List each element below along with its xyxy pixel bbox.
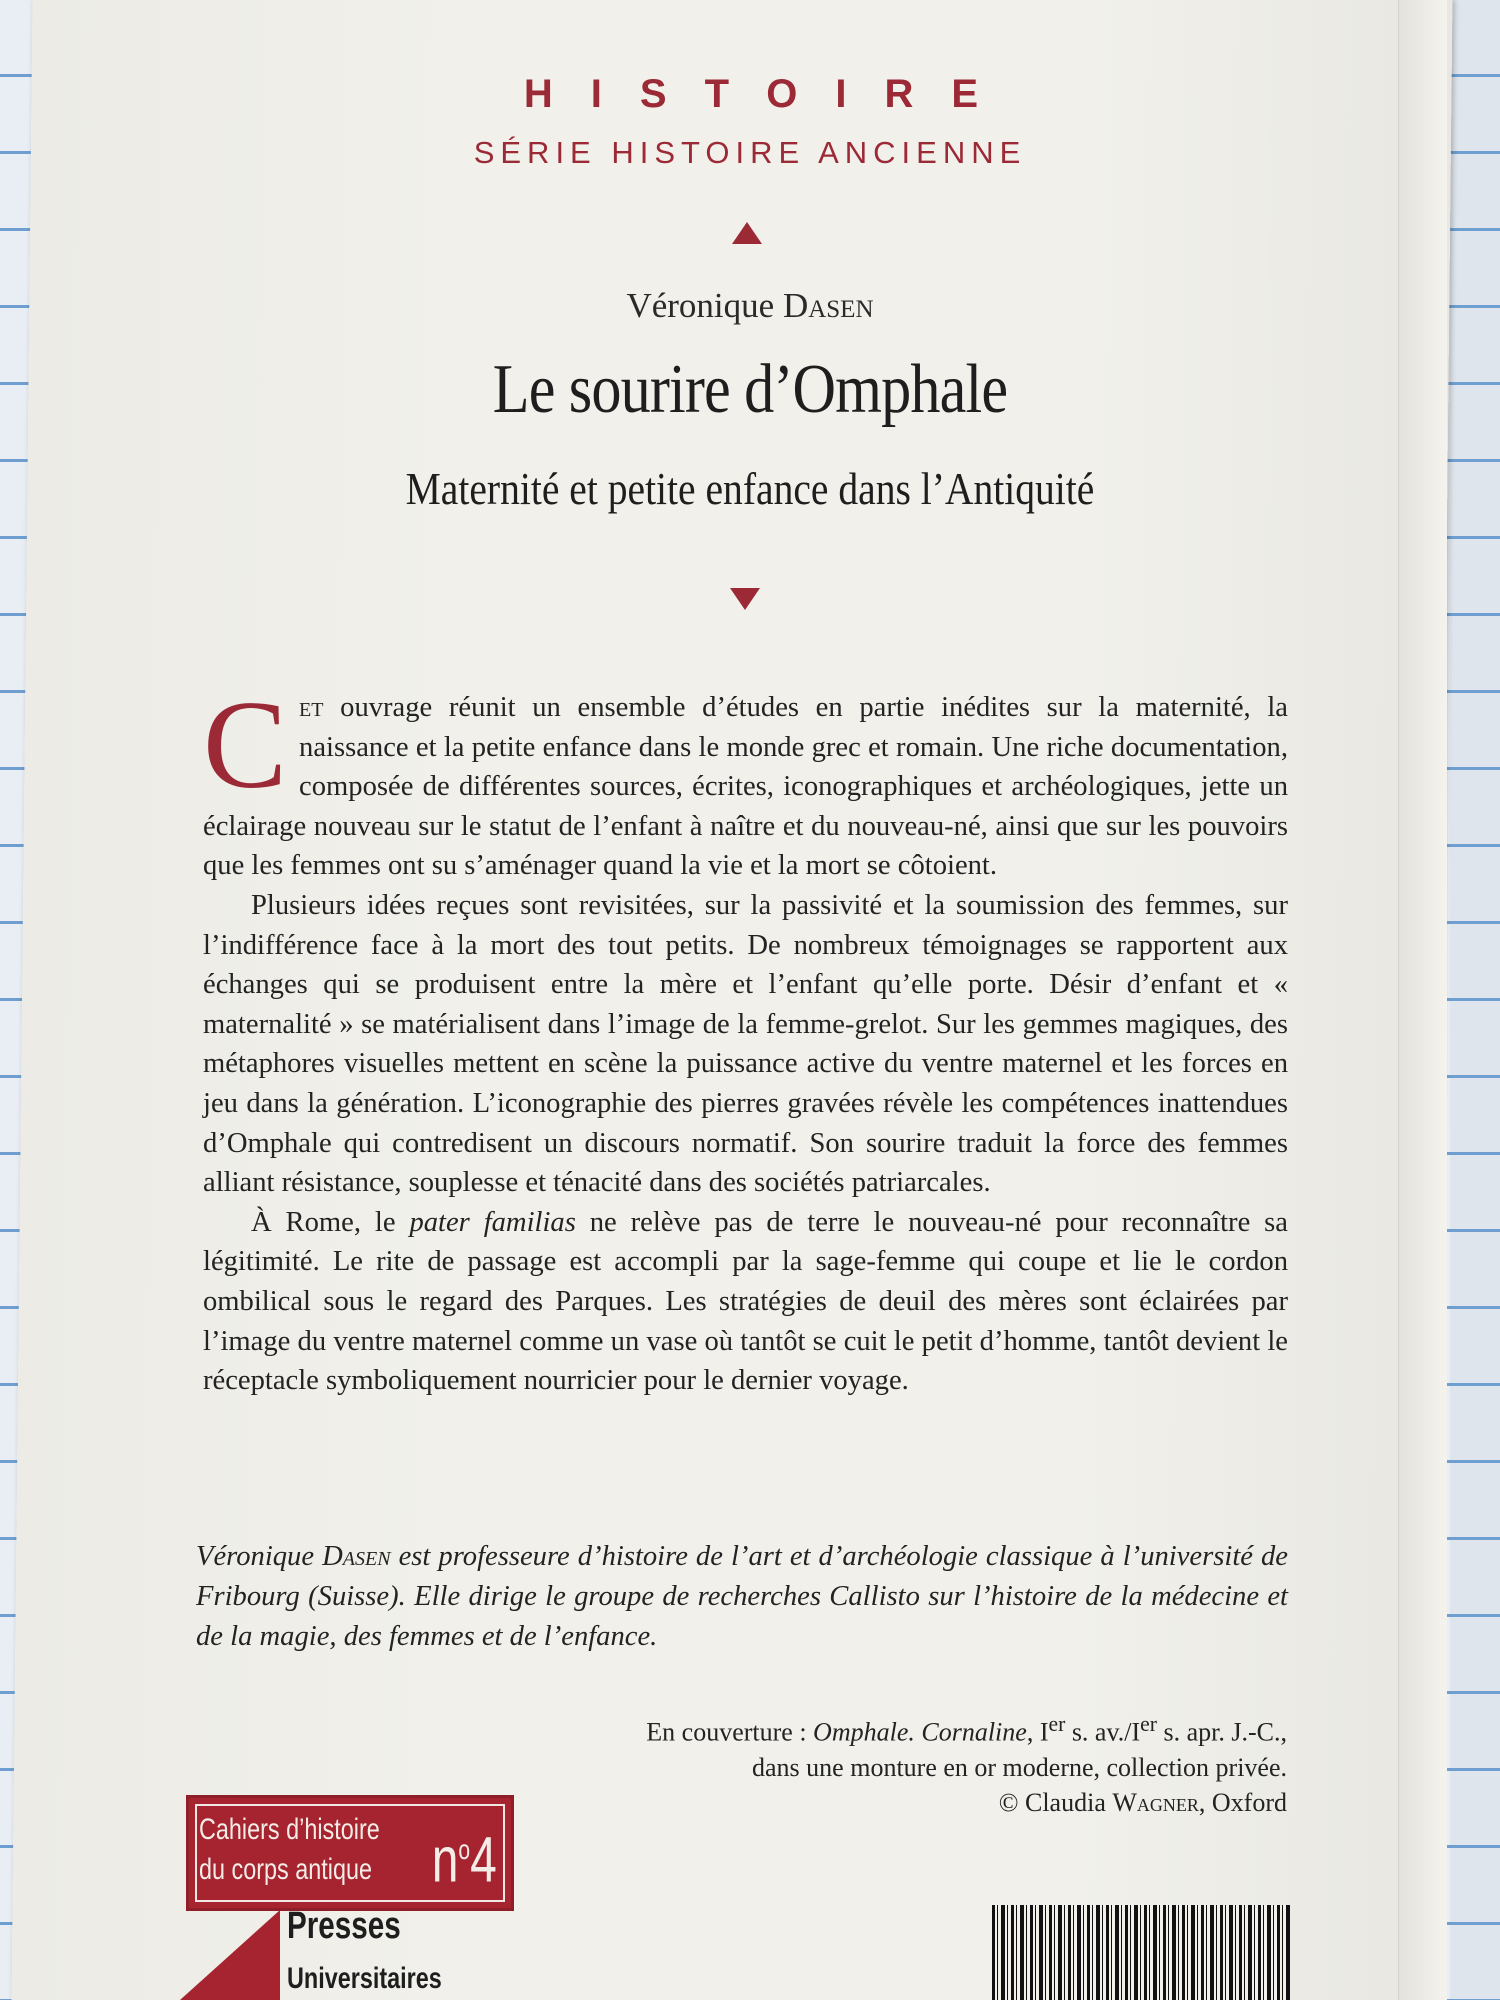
number-value: 4: [470, 1823, 497, 1896]
credit-work: Omphale. Cornaline: [813, 1717, 1027, 1747]
blurb-paragraph-1: [203, 676, 1288, 886]
author-bio: [196, 1537, 1288, 1657]
barcode-icon: [992, 1905, 1290, 2000]
credit-photographer: Wagner: [1112, 1787, 1199, 1817]
number-sup: o: [458, 1834, 471, 1865]
book-subtitle: Maternité et petite enfance dans l’Antiquité: [405, 463, 1095, 514]
publisher-logo-icon: [180, 1910, 280, 2000]
credit-date-b: s. av./I: [1065, 1717, 1141, 1747]
drop-cap: C: [203, 676, 288, 815]
series-subtitle: SÉRIE HISTOIRE ANCIENNE: [473, 135, 1027, 170]
credit-line-2: dans une monture en or moderne, collection privée.: [752, 1752, 1287, 1782]
credit-line-3: [487, 1785, 1287, 1820]
collection-name: [199, 1810, 380, 1890]
credit-city: , Oxford: [1198, 1787, 1287, 1817]
collection-name-line-1: Cahiers d’histoire: [199, 1813, 380, 1846]
credit-line-1: [487, 1707, 1287, 1750]
blurb-text: [203, 676, 1288, 1401]
first-word-small-caps: et: [299, 692, 324, 723]
series-title: HISTOIRE: [523, 72, 1017, 116]
credit-date-a: , I: [1026, 1717, 1049, 1747]
bio-last-name: Dasen: [322, 1541, 391, 1572]
triangle-up-ornament-icon: [732, 222, 762, 244]
cover-credit: [487, 1707, 1287, 1820]
publisher-subname: Universitaires: [287, 1962, 442, 1995]
collection-logo: [186, 1795, 514, 1911]
paragraph-1-text: ouvrage réunit un ensemble d’études en partie inédites sur la maternité, la naissance et la petite enfance dans le monde grec et romain. Une riche documentation, composée de différentes sources, écrites, iconographiques et archéologiques, jette un éclairage nouveau sur le statut de l’enfant à naître et du nouveau-né, ainsi que sur les pouvoirs que les femmes ont su s’aménager quand la vie et la mort se côtoient.: [203, 692, 1288, 882]
author-name: [0, 286, 1500, 326]
credit-lead: En couverture :: [646, 1717, 814, 1747]
collection-name-line-2: du corps antique: [199, 1853, 373, 1886]
credit-date-c: s. apr. J.-C.,: [1157, 1717, 1287, 1747]
author-last-name: Dasen: [782, 286, 874, 325]
paragraph-3-rest: ne relève pas de terre le nouveau-né pour reconnaître sa légitimité. Le rite de passage est accompli par la sage-femme qui coupe et lie le cordon ombilical sous le regard des Parques. Les stratégies de deuil des mères sont éclairées par l’image du ventre maternel comme un vase où tantôt se cuit le petit d’homme, tantôt devient le réceptacle symboliquement nourricier pour le dernier voyage.: [203, 1206, 1288, 1397]
pater-familias-italic: pater familias: [409, 1206, 576, 1238]
blurb-paragraph-2: Plusieurs idées reçues sont revisitées, sur la passivité et la soumission des femmes, sur l’indifférence face à la mort des tout petits. De nombreux témoignages se rapportent aux échanges qui se produisent entre la mère et l’enfant qu’elle porte. Désir d’enfant et « maternalité » se matérialisent dans l’image de la femme-grelot. Sur les gemmes magiques, des métaphores visuelles mettent en scène la puissance active du ventre maternel et les forces en jeu dans la génération. L’iconographie des pierres gravées révèle les compétences inattendues d’Omphale qui contredisent un discours normatif. Son sourire traduit la force des femmes alliant résistance, souplesse et ténacité dans des sociétés patriarcales.: [203, 889, 1288, 1199]
paragraph-3-start: À Rome, le: [251, 1206, 410, 1238]
credit-copyright: © Claudia: [998, 1787, 1113, 1817]
credit-sup-1: er: [1048, 1712, 1066, 1736]
bio-first-name: Véronique: [196, 1541, 323, 1572]
collection-number: [432, 1810, 497, 1899]
triangle-down-ornament-icon: [730, 588, 760, 610]
bio-text: est professeure d’histoire de l’art et d’archéologie classique à l’université de Fribourg (Suisse). Elle dirige le groupe de recherches Callisto sur l’histoire de la médecine et de la magie, des femmes et de l’enfance.: [196, 1541, 1288, 1652]
publisher-name: Presses: [287, 1905, 401, 1947]
blurb-paragraph-3: [203, 1203, 1288, 1401]
number-prefix: n: [431, 1823, 459, 1896]
credit-sup-2: er: [1140, 1712, 1157, 1736]
author-first-name: Véronique: [626, 286, 775, 325]
book-title: Le sourire d’Omphale: [492, 351, 1008, 428]
